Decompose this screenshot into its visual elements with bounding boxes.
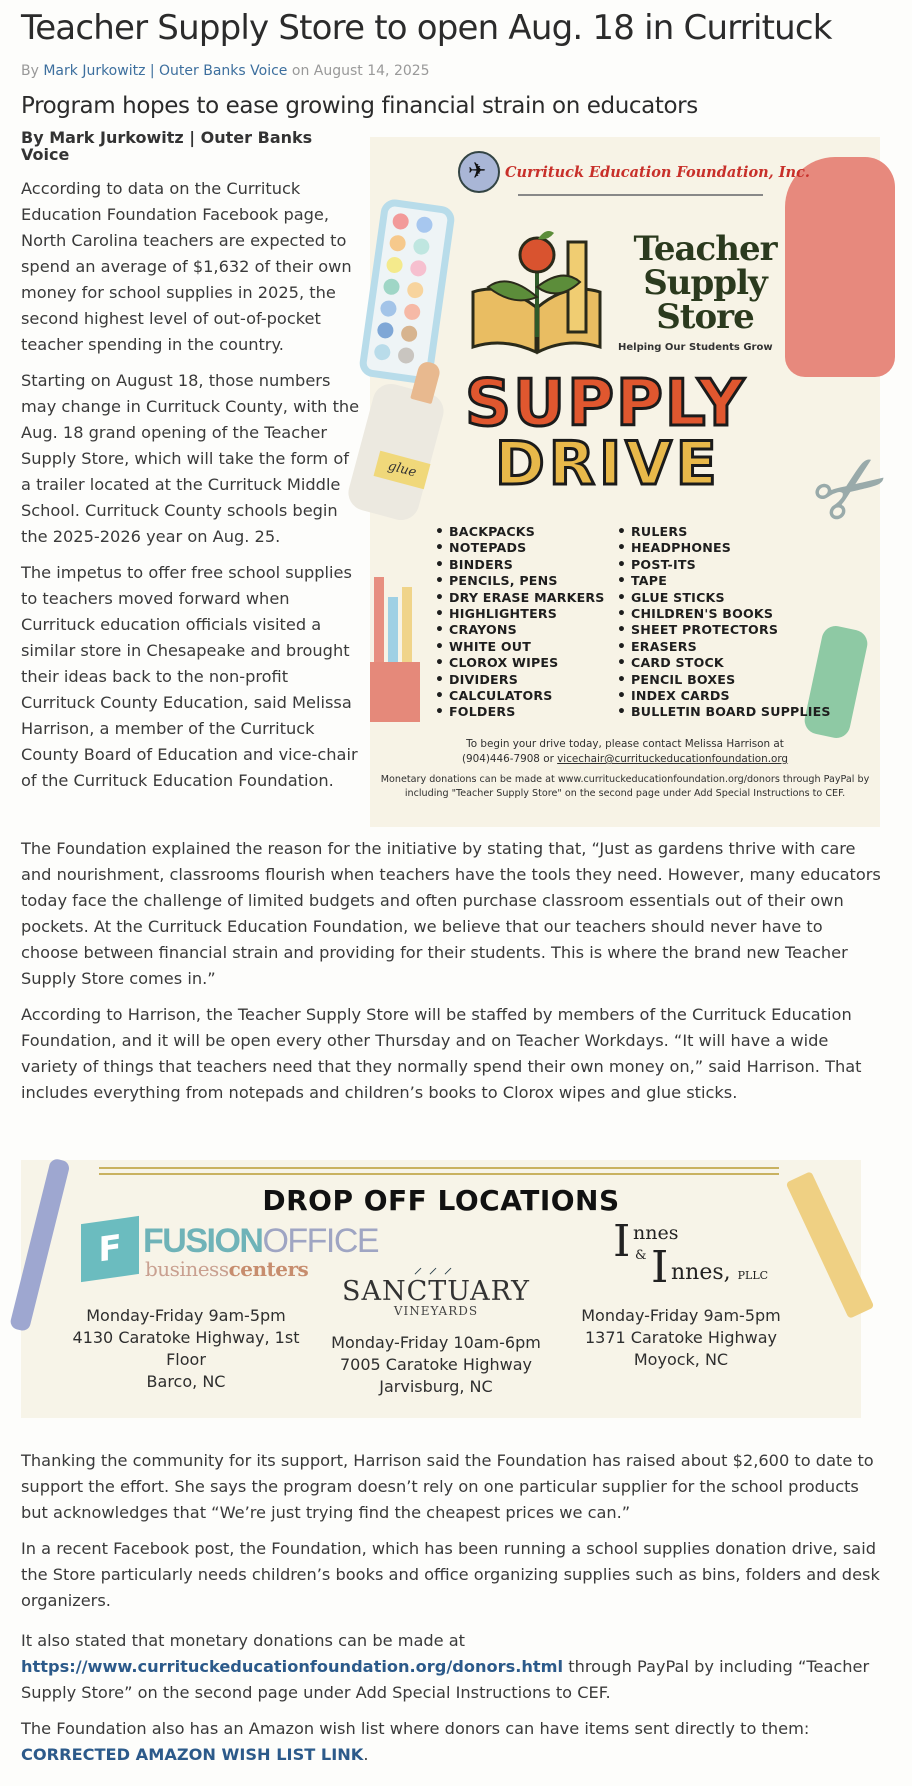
supply-item: • ERASERS bbox=[617, 639, 831, 655]
supply-item: • CHILDREN'S BOOKS bbox=[617, 606, 831, 622]
supply-item: • FOLDERS bbox=[435, 704, 605, 720]
glue-label: glue bbox=[374, 451, 431, 490]
meta-on: on bbox=[291, 63, 310, 79]
paragraph: Starting on August 18, those numbers may change in Currituck County, with the Aug. 18 grand opening of the Teacher Supply Store, which will take the form of a trailer located at the Currituck Middle School. Currituck County schools begin the 2025-2026 year on Aug. 25. bbox=[21, 371, 360, 546]
byline: By Mark Jurkowitz | Outer Banks Voice bbox=[21, 128, 313, 164]
supply-item: • CLOROX WIPES bbox=[435, 655, 605, 671]
amazon-paragraph bbox=[21, 1716, 883, 1768]
supply-item: • INDEX CARDS bbox=[617, 688, 831, 704]
paragraph: The impetus to offer free school supplies to teachers moved forward when Currituck education officials visited a similar store in Chesapeake and brought their ideas back to the non-profit Currituck County Education, said Melissa Harrison, a member of the Currituck County Board of Education and vice-chair of the Currituck Education Foundation. bbox=[21, 563, 358, 790]
cef-org-name: Currituck Education Foundation, Inc. bbox=[505, 164, 810, 181]
supply-item: • BACKPACKS bbox=[435, 524, 605, 540]
amazon-text-before: The Foundation also has an Amazon wish list where donors can have items sent directly to them: bbox=[21, 1719, 810, 1738]
supply-item: • DIVIDERS bbox=[435, 672, 605, 688]
fusion-sub-light: business bbox=[145, 1257, 229, 1281]
amazon-wish-list-link[interactable]: CORRECTED AMAZON WISH LIST LINK bbox=[21, 1745, 364, 1764]
flyer-donate-text: Monetary donations can be made at www.currituckeducationfoundation.org/donors through PayPal by including "Teacher Supply Store" on the second page under Add Special Instructions to CEF. bbox=[380, 774, 870, 799]
location-fusion bbox=[51, 1305, 321, 1393]
sanctuary-logo bbox=[321, 1255, 551, 1317]
amazon-text-after: . bbox=[363, 1745, 369, 1764]
paint-palette-icon bbox=[358, 198, 456, 386]
supply-item: • HIGHLIGHTERS bbox=[435, 606, 605, 622]
publish-date: August 14, 2025 bbox=[313, 63, 430, 79]
location-city: Moyock, NC bbox=[633, 1350, 729, 1369]
supply-item: • GLUE STICKS bbox=[617, 590, 831, 606]
article-title: Teacher Supply Store to open Aug. 18 in Currituck bbox=[21, 8, 832, 48]
author-link[interactable]: Mark Jurkowitz | Outer Banks Voice bbox=[43, 63, 288, 79]
contact-email: vicechair@currituckeducationfoundation.org bbox=[557, 753, 789, 765]
innes-amp: & bbox=[635, 1248, 647, 1263]
location-hours: Monday-Friday 9am-5pm bbox=[86, 1306, 286, 1325]
sanctuary-sub: VINEYARDS bbox=[393, 1304, 479, 1318]
mid-section bbox=[21, 836, 883, 1116]
drop-off-banner bbox=[21, 1160, 861, 1418]
cef-logo-icon: ✈ bbox=[458, 151, 500, 193]
fusion-name-light: OFFICE bbox=[262, 1222, 379, 1260]
paragraph: According to data on the Currituck Education Foundation Facebook page, North Carolina teachers are expected to spend an average of $1,632 of their own money for school supplies in 2025, the second highest level of out-of-pocket teacher spending in the country. bbox=[21, 179, 352, 354]
divider bbox=[518, 194, 763, 196]
bottom-section bbox=[21, 1448, 883, 1778]
article-subtitle: Program hopes to ease growing financial strain on educators bbox=[21, 93, 698, 119]
scissors-icon: ✂ bbox=[792, 425, 912, 552]
location-address: 7005 Caratoke Highway bbox=[340, 1355, 532, 1374]
article-meta bbox=[21, 63, 430, 79]
store-title: Teacher Supply Store bbox=[633, 229, 777, 337]
innes-initial: I bbox=[613, 1216, 631, 1267]
location-city: Barco, NC bbox=[146, 1372, 226, 1391]
sanctuary-name: SANCTUARY bbox=[341, 1276, 531, 1307]
supply-list-right bbox=[617, 524, 831, 721]
supply-item: • HEADPHONES bbox=[617, 540, 831, 556]
supply-item: • PENCILS, PENS bbox=[435, 573, 605, 589]
donors-link[interactable]: https://www.currituckeducationfoundation.org/donors.html bbox=[21, 1657, 564, 1676]
drive-headline: DRIVE bbox=[495, 429, 721, 499]
location-city: Jarvisburg, NC bbox=[379, 1377, 493, 1396]
contact-line: To begin your drive today, please contact Melissa Harrison at bbox=[466, 738, 784, 750]
donation-paragraph bbox=[21, 1628, 883, 1706]
contact-phone: (904)446-7908 or bbox=[461, 753, 558, 765]
supply-item: • PENCIL BOXES bbox=[617, 672, 831, 688]
store-tagline: Helping Our Students Grow bbox=[618, 342, 773, 353]
birds-icon: ⸝⸝⸝ bbox=[413, 1257, 459, 1278]
book-plant-icon bbox=[468, 227, 608, 357]
location-sanctuary bbox=[326, 1332, 546, 1398]
innes-line2 bbox=[671, 1260, 768, 1285]
supply-headline: SUPPLY bbox=[465, 367, 747, 441]
innes-initial: I bbox=[651, 1242, 669, 1293]
supply-item: • SHEET PROTECTORS bbox=[617, 622, 831, 638]
donation-text-before: It also stated that monetary donations can be made at bbox=[21, 1631, 466, 1650]
fusion-name-bold: FUSION bbox=[143, 1222, 263, 1260]
flyer-contact bbox=[370, 737, 880, 767]
supply-item: • POST-ITS bbox=[617, 557, 831, 573]
supply-item: • NOTEPADS bbox=[435, 540, 605, 556]
supply-item: • BULLETIN BOARD SUPPLIES bbox=[617, 704, 831, 720]
supply-item: • CALCULATORS bbox=[435, 688, 605, 704]
pencil-cup-icon bbox=[370, 567, 422, 727]
drop-off-title: DROP OFF LOCATIONS bbox=[262, 1184, 620, 1217]
innes-line1: nnes bbox=[633, 1222, 679, 1244]
supply-item: • DRY ERASE MARKERS bbox=[435, 590, 605, 606]
supply-item: • CRAYONS bbox=[435, 622, 605, 638]
innes-suffix: PLLC bbox=[737, 1269, 769, 1282]
location-hours: Monday-Friday 9am-5pm bbox=[581, 1306, 781, 1325]
contact-line bbox=[370, 752, 880, 767]
paragraph: Thanking the community for its support, Harrison said the Foundation has raised about $2,600 to date to support the effort. She says the program doesn’t rely on one particular supplier for the school products but acknowledges that “We’re just trying find the cheapest prices we can.” bbox=[21, 1451, 874, 1522]
supply-item: • RULERS bbox=[617, 524, 831, 540]
supply-item: • WHITE OUT bbox=[435, 639, 605, 655]
supply-item: • CARD STOCK bbox=[617, 655, 831, 671]
location-hours: Monday-Friday 10am-6pm bbox=[331, 1333, 541, 1352]
paragraph: The Foundation explained the reason for the initiative by stating that, “Just as gardens thrive with care and nourishment, classrooms flourish when teachers have the tools they need. However, many educators today face the challenge of limited budgets and often purchase classroom essentials out of their own pockets. At the Currituck Education Foundation, we believe that our teachers should never have to choose between financial strain and providing for their students. This is where the brand new Teacher Supply Store comes in.” bbox=[21, 839, 881, 988]
supply-item: • TAPE bbox=[617, 573, 831, 589]
location-address: 4130 Caratoke Highway, 1st Floor bbox=[72, 1328, 300, 1369]
supply-item: • BINDERS bbox=[435, 557, 605, 573]
backpack-icon bbox=[785, 157, 895, 377]
paragraph: According to Harrison, the Teacher Supply Store will be staffed by members of the Currituck Education Foundation, and it will be open every other Thursday and on Teacher Workdays. “It will have a wide variety of things that teachers need that they normally spend their own money on,” said Harrison. That includes everything from notepads and children’s books to Clorox wipes and glue sticks. bbox=[21, 1005, 862, 1102]
donation-text-after: through PayPal by including “Teacher Supply Store” on the second page under Add Special Instructions to CEF. bbox=[21, 1657, 870, 1702]
paragraph: In a recent Facebook post, the Foundation, which has been running a school supplies donation drive, said the Store particularly needs children’s books and office organizing supplies such as bins, folders and desk organizers. bbox=[21, 1539, 880, 1610]
divider bbox=[99, 1167, 779, 1175]
fusion-cube-icon: F bbox=[81, 1216, 139, 1282]
fusion-sub-bold: centers bbox=[228, 1257, 309, 1281]
innes-line2-text: nnes, bbox=[671, 1260, 731, 1285]
supply-drive-flyer bbox=[370, 137, 912, 827]
supply-list-left bbox=[435, 524, 605, 721]
fusion-sub bbox=[145, 1257, 308, 1281]
innes-logo bbox=[613, 1216, 773, 1300]
location-address: 1371 Caratoke Highway bbox=[585, 1328, 777, 1347]
intro-column bbox=[21, 176, 361, 804]
location-innes bbox=[576, 1305, 786, 1371]
meta-by: By bbox=[21, 63, 39, 79]
